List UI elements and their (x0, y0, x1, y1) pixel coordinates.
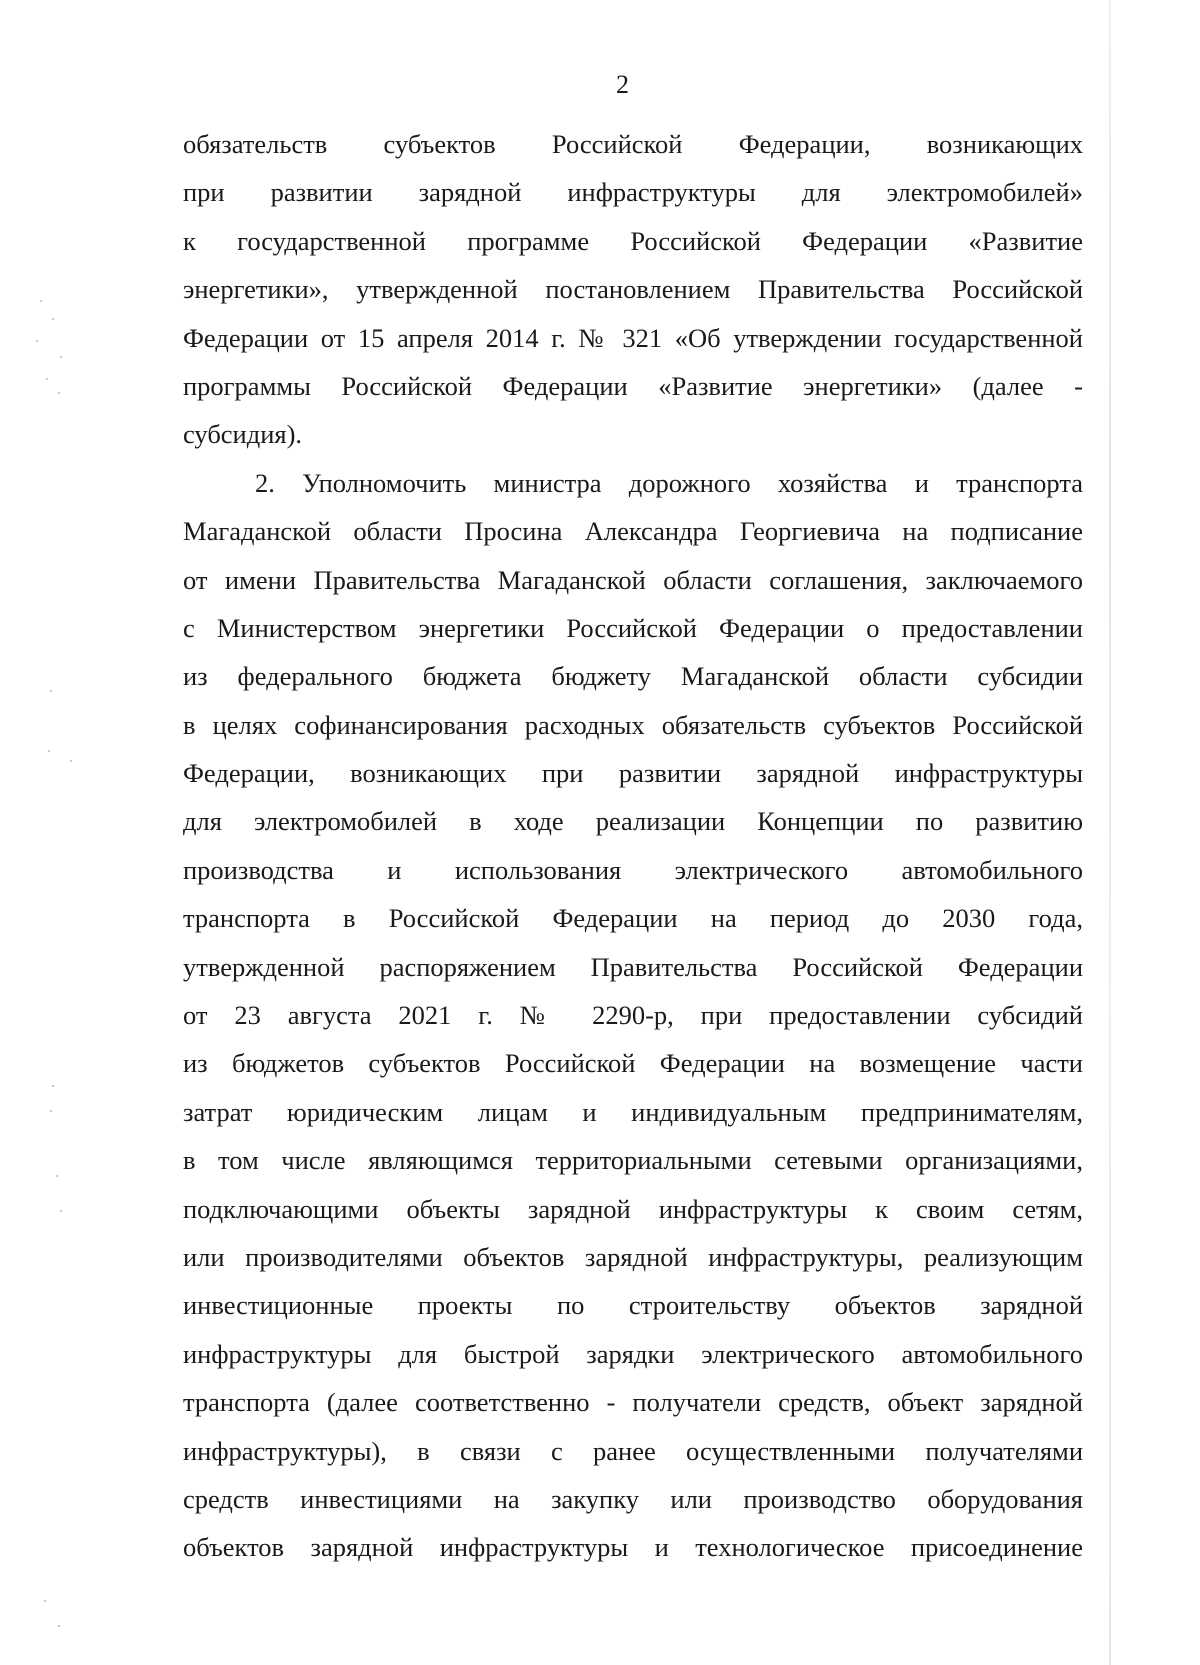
text-line: с Министерством энергетики Российской Федерации о предоставлении (183, 612, 1083, 643)
text-line: энергетики», утвержденной постановлением Правительства Российской (183, 274, 1083, 305)
text-line: производства и использования электрического автомобильного (183, 854, 1083, 885)
scan-speck (56, 1175, 58, 1177)
text-line: средств инвестициями на закупку или производство оборудования (183, 1483, 1083, 1514)
text-line: объектов зарядной инфраструктуры и технологическое присоединение (183, 1532, 1083, 1563)
text-line: Федерации, возникающих при развитии зарядной инфраструктуры (183, 758, 1083, 789)
scan-speck (44, 1600, 46, 1602)
text-line: инфраструктуры для быстрой зарядки электрического автомобильного (183, 1338, 1083, 1369)
text-line: от 23 августа 2021 г. № 2290-р, при предоставлении субсидий (183, 1000, 1083, 1031)
scan-speck (40, 300, 42, 302)
text-line: транспорта в Российской Федерации на период до 2030 года, (183, 903, 1083, 934)
text-line: затрат юридическим лицам и индивидуальным предпринимателям, (183, 1096, 1083, 1127)
scan-speck (50, 1110, 52, 1112)
scan-speck (46, 378, 48, 380)
scan-edge-shadow (1109, 0, 1111, 1665)
text-line: инвестиционные проекты по строительству объектов зарядной (183, 1290, 1083, 1321)
text-line: утвержденной распоряжением Правительства Российской Федерации (183, 951, 1083, 982)
text-line: инфраструктуры), в связи с ранее осуществленными получателями (183, 1435, 1083, 1466)
text-line: в том числе являющимся территориальными сетевыми организациями, (183, 1145, 1083, 1176)
scan-speck (36, 340, 38, 342)
text-line: или производителями объектов зарядной инфраструктуры, реализующим (183, 1241, 1083, 1272)
scan-speck (60, 356, 62, 358)
text-line: при развитии зарядной инфраструктуры для электромобилей» (183, 177, 1083, 208)
scan-speck (52, 1085, 54, 1087)
text-line: транспорта (далее соответственно - получатели средств, объект зарядной (183, 1387, 1083, 1418)
text-line: Магаданской области Просина Александра Георгиевича на подписание (183, 516, 1083, 547)
text-line: подключающими объекты зарядной инфраструктуры к своим сетям, (183, 1193, 1083, 1224)
scan-speck (58, 1625, 60, 1627)
text-line: для электромобилей в ходе реализации Концепции по развитию (183, 806, 1083, 837)
text-line: программы Российской Федерации «Развитие энергетики» (далее - (183, 370, 1083, 401)
text-line: к государственной программе Российской Федерации «Развитие (183, 225, 1083, 256)
text-line: из федерального бюджета бюджету Магаданской области субсидии (183, 661, 1083, 692)
paragraph-2-first-line: 2. Уполномочить министра дорожного хозяйства и транспорта (255, 467, 1083, 498)
scan-speck (70, 760, 72, 762)
text-line: от имени Правительства Магаданской области соглашения, заключаемого (183, 564, 1083, 595)
text-line: обязательств субъектов Российской Федерации, возникающих (183, 129, 1083, 159)
text-line: из бюджетов субъектов Российской Федерации на возмещение части (183, 1048, 1083, 1079)
scan-speck (48, 750, 50, 752)
page-number: 2 (616, 70, 629, 99)
text-line: Федерации от 15 апреля 2014 г. № 321 «Об утверждении государственной (183, 322, 1083, 353)
text-line: в целях софинансирования расходных обязательств субъектов Российской (183, 709, 1083, 740)
text-line: субсидия). (183, 419, 303, 450)
scan-speck (58, 392, 60, 394)
scan-speck (50, 690, 52, 692)
scan-speck (60, 1210, 62, 1212)
body-text (183, 120, 1083, 1572)
scan-speck (52, 318, 54, 320)
